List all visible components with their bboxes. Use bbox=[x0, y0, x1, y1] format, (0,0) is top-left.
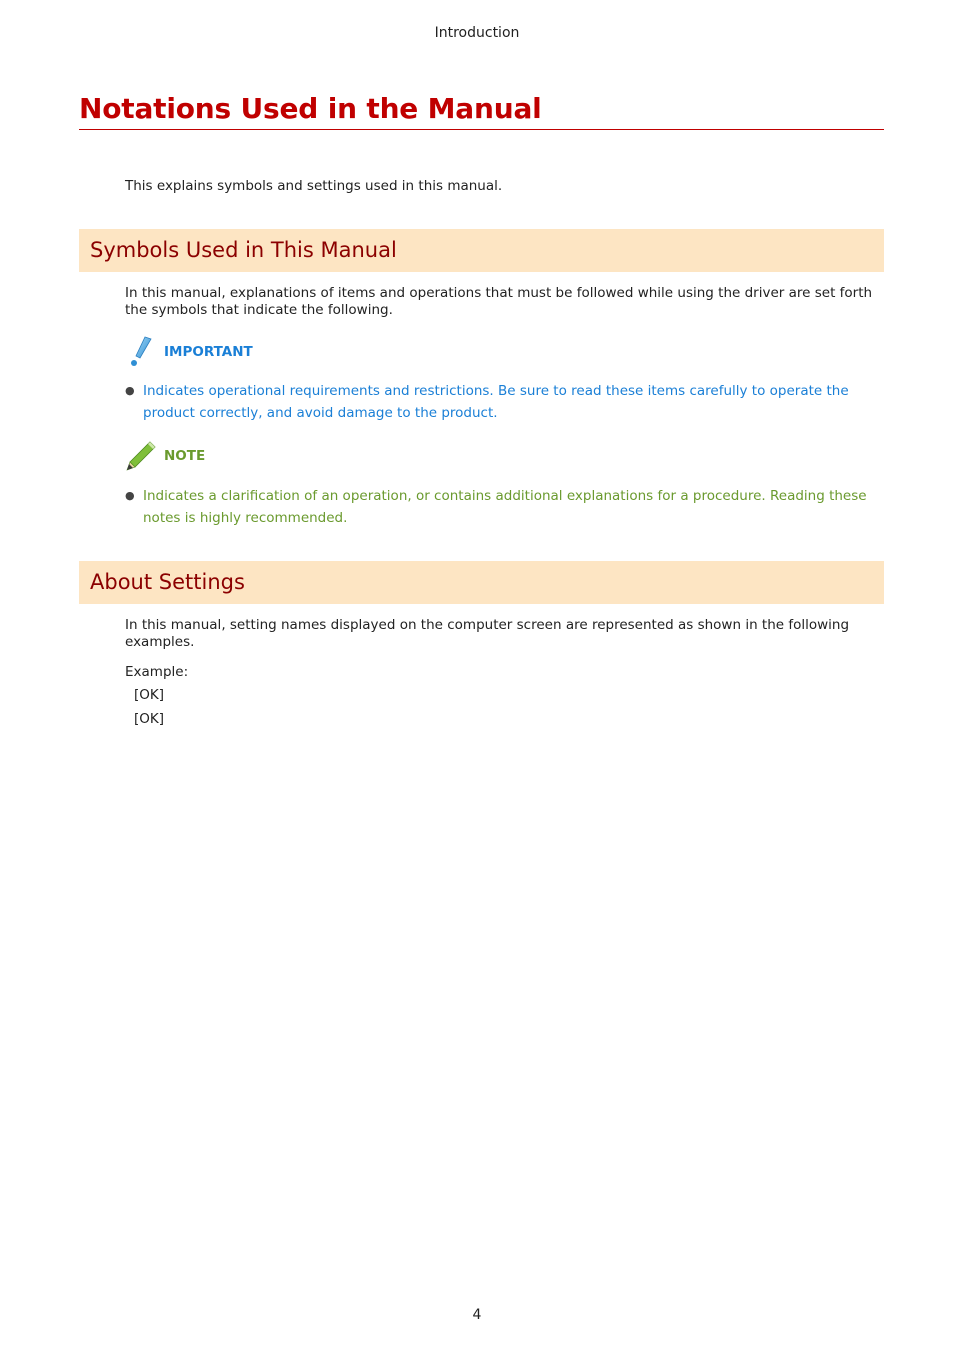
section-heading-symbols: Symbols Used in This Manual bbox=[79, 229, 884, 272]
symbols-paragraph: In this manual, explanations of items and operations that must be followed while using the driver are set forth the symbols that indicate the following. bbox=[125, 285, 873, 318]
page-number: 4 bbox=[472, 1307, 482, 1323]
example-item: [OK] bbox=[134, 711, 165, 727]
bullet-dot-icon: ● bbox=[125, 489, 135, 502]
important-heading bbox=[125, 336, 253, 368]
intro-text: This explains symbols and settings used in this manual. bbox=[125, 178, 503, 194]
important-exclamation-icon bbox=[125, 336, 157, 368]
example-item: [OK] bbox=[134, 687, 165, 703]
running-header: Introduction bbox=[434, 25, 520, 41]
note-bullet-text: Indicates a clarification of an operation, or contains additional explanations for a procedure. Reading these notes is highly recommended. bbox=[143, 488, 867, 526]
important-bullet-text: Indicates operational requirements and restrictions. Be sure to read these items carefully to operate the product correctly, and avoid damage to the product. bbox=[143, 383, 849, 421]
pencil-icon bbox=[125, 440, 157, 472]
note-bullet bbox=[125, 485, 875, 529]
bullet-dot-icon: ● bbox=[125, 384, 135, 397]
page-title: Notations Used in the Manual bbox=[79, 92, 884, 130]
important-bullet bbox=[125, 380, 875, 424]
note-heading bbox=[125, 440, 205, 472]
note-label: NOTE bbox=[164, 448, 206, 464]
settings-paragraph: In this manual, setting names displayed on the computer screen are represented as shown in the following examples. bbox=[125, 617, 850, 650]
example-label: Example: bbox=[125, 664, 189, 680]
important-label: IMPORTANT bbox=[164, 344, 253, 360]
section-heading-settings: About Settings bbox=[79, 561, 884, 604]
